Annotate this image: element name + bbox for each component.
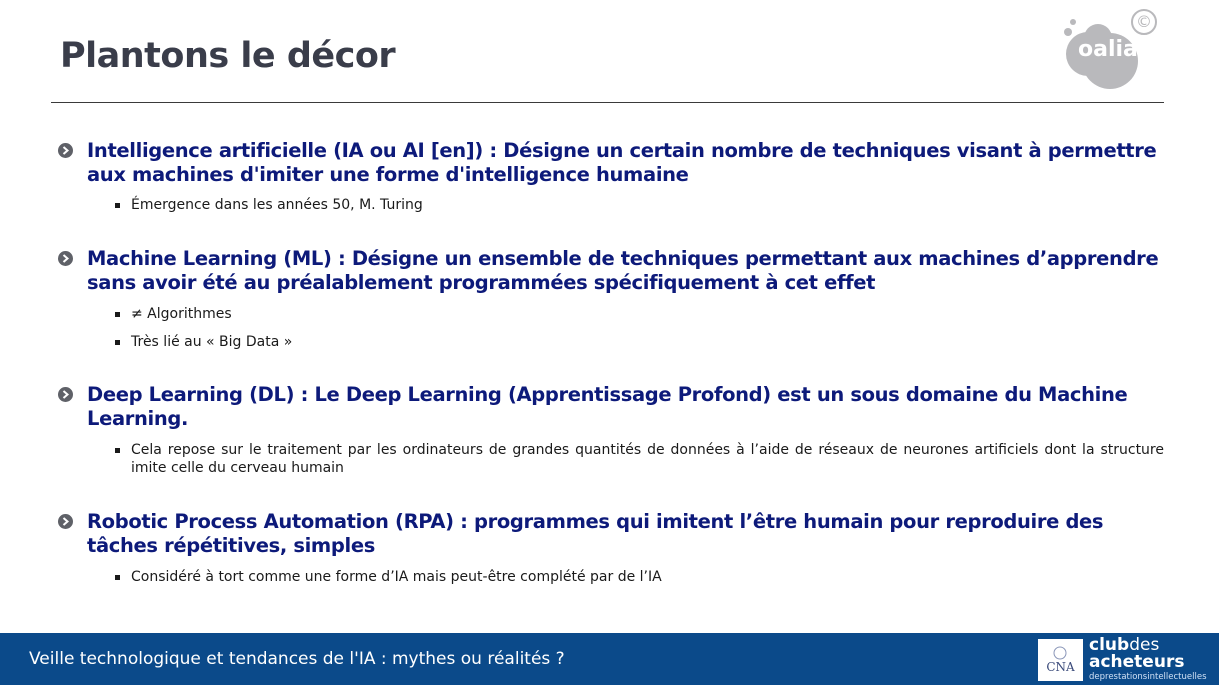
club-name-part: acheteurs (1089, 652, 1185, 672)
circle-chevron-icon (58, 383, 87, 406)
club-des-acheteurs-logo (1089, 637, 1184, 671)
cna-logo (1038, 639, 1083, 681)
list-item (58, 383, 1164, 510)
circle-chevron-icon (58, 247, 87, 270)
copyright-symbol: © (1136, 12, 1152, 31)
sub-item: Émergence dans les années 50, M. Turing (115, 196, 1164, 214)
item-heading: Intelligence artificielle (IA ou AI [en]) : Désigne un certain nombre de techniques visant à permettre aux machines d'imiter une forme d'intelligence humaine (87, 139, 1157, 186)
circle-chevron-icon (58, 139, 87, 162)
sub-item: Cela repose sur le traitement par les ordinateurs de grandes quantités de données à l’aide de réseaux de neurones artificiels dont la structure imite celle du cerveau humain (115, 441, 1164, 477)
list-item (58, 247, 1164, 383)
item-heading: Deep Learning (DL) : Le Deep Learning (Apprentissage Profond) est un sous domaine du Machine Learning. (87, 383, 1128, 430)
sub-item: ≠ Algorithmes (115, 305, 1164, 323)
list-item (58, 510, 1164, 586)
sub-item: Très lié au « Big Data » (115, 333, 1164, 351)
cna-logo-text: CNA (1046, 660, 1075, 674)
content-list (58, 139, 1164, 586)
list-item (58, 139, 1164, 247)
footer-bar (0, 633, 1219, 685)
title-divider (51, 102, 1164, 103)
club-name-part: club (1089, 635, 1130, 655)
logo-text: oalia (1078, 37, 1138, 62)
circle-chevron-icon (58, 510, 87, 533)
slide-title: Plantons le décor (60, 36, 396, 76)
club-name-part: des (1129, 635, 1160, 655)
item-heading: Machine Learning (ML) : Désigne un ensemble de techniques permettant aux machines d’apprendre sans avoir été au préalablement programmées spécifiquement à cet effet (87, 247, 1159, 294)
club-subtitle: deprestationsintellectuelles (1089, 672, 1207, 682)
item-heading: Robotic Process Automation (RPA) : programmes qui imitent l’être humain pour reproduire des tâches répétitives, simples (87, 510, 1104, 557)
sub-item: Considéré à tort comme une forme d’IA mais peut-être complété par de l’IA (115, 568, 1164, 586)
footer-text: Veille technologique et tendances de l'IA : mythes ou réalités ? (29, 649, 565, 669)
